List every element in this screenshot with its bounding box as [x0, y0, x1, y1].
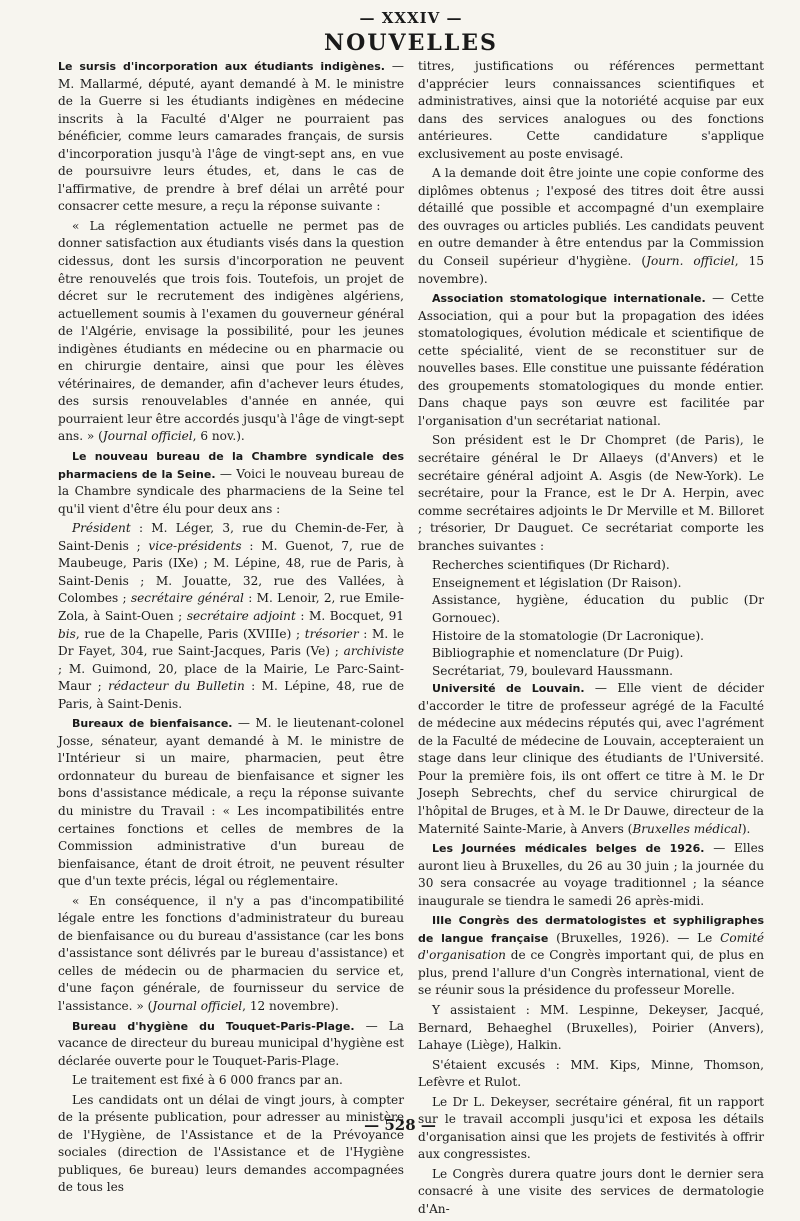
article-paragraph	[418, 165, 764, 288]
article-journees-belges	[418, 840, 764, 910]
article-touquet	[58, 1018, 404, 1071]
article-paragraph: S'étaient excusés : MM. Kips, Minne, Thomson, Lefèvre et Rulot.	[418, 1057, 764, 1090]
role-label: secrétaire adjoint	[186, 608, 296, 623]
paragraph-text: A la demande doit être jointe une copie conforme des diplômes obtenus ; l'exposé des titres doit être aussi détaillé que possible et accompagné d'un exemplaire des ouvrages ou articles publiés. Les candidats peuvent en outre demander à être entendus par la Commission du Conseil supérieur d'hygiène. (	[418, 166, 764, 269]
article-heading: Université de Louvain.	[432, 682, 585, 696]
article-heading: Les Journées médicales belges de 1926.	[432, 842, 705, 856]
article-chambre-syndicale	[58, 448, 404, 518]
paragraph-text: ).	[741, 821, 751, 836]
role-label: trésorier	[304, 626, 359, 641]
article-text: — Cette Association, qui a pour but la propagation des idées stomatologiques, évolution médicale et scientifique de cette spécialité, vient de se reconstituer sur de nouvelles bases. Elle constitue une puissante fédération des groupements stomatologiques du monde entier. Dans chaque pays son œuvre est facilitée par l'organisation d'un secrétariat national.	[418, 291, 764, 428]
role-label: rédacteur du Bulletin	[108, 679, 245, 694]
paragraph-text: , 12 novembre).	[242, 998, 339, 1013]
article-paragraph: titres, justifications ou références permettant d'apprécier leurs connaissances scientifiques et administratives, ainsi que la notoriété acquise par eux dans des services analogues ou des fonctions antérieures. Cette candidature s'applique exclusivement au poste envisagé.	[418, 59, 764, 161]
paragraph-text: : M. Léger, 3, rue du Chemin-de-Fer, à Saint-Denis ;	[58, 521, 404, 553]
article-text: — M. le lieutenant-colonel Josse, sénateur, ayant demandé à M. le ministre de l'Intérieur si un maire, pharmacien, peut être ordonnateur du bureau de bienfaisance et signer les bons d'assistance médicale, a reçu la réponse suivante du ministre du Travail : « Les incompatibilités entre certaines fonctions et celles de membres de la Commission administrative d'un bureau de bienfaisance, étant de droit étroit, ne peuvent résulter que d'un texte précis, légal ou réglementaire.	[58, 716, 404, 889]
article-heading: Le nouveau bureau de la Chambre syndicale des pharmaciens de la Seine.	[58, 450, 404, 481]
article-text: — Elles auront lieu à Bruxelles, du 26 au 30 juin ; la journée du 30 sera consacrée au voyage traditionnel ; la séance inaugurale se tiendra le samedi 26 après-midi.	[418, 841, 764, 908]
article-paragraph	[58, 218, 404, 446]
article-paragraph	[58, 893, 404, 1016]
source-citation: Journ. officiel	[646, 254, 735, 269]
paragraph-text: de ce Congrès important qui, de plus en plus, prend l'allure d'un Congrès international, vient de se réunir sous la présidence du professeur Morelle.	[418, 948, 764, 998]
text-columns	[58, 58, 764, 1221]
article-paragraph: Y assistaient : MM. Lespinne, Dekeyser, Jacqué, Bernard, Behaeghel (Bruxelles), Poirier (Anvers), Lahaye (Liège), Halkin.	[418, 1002, 764, 1053]
role-label: archiviste	[343, 644, 404, 659]
article-text: — Voici le nouveau bureau de la Chambre syndicale des pharmaciens de la Seine tel qu'il vient d'être élu pour deux ans :	[58, 466, 404, 516]
source-citation: Bruxelles médical	[632, 821, 742, 836]
paragraph-text: , 6 nov.).	[192, 429, 245, 444]
list-item: Secrétariat, 79, boulevard Haussmann.	[432, 663, 674, 678]
article-heading: Association stomatologique internationale.	[432, 292, 706, 306]
article-sursis	[58, 58, 404, 216]
paragraph-text: : M. Lépine, 48, rue de Paris, à Saint-Denis.	[58, 679, 404, 711]
page-number: — 528 —	[364, 1116, 436, 1134]
article-congres-dermatologie	[418, 912, 764, 1000]
paragraph-text: : M. le Dr Fayet, 304, rue Saint-Jacques, Paris (Ve) ;	[58, 626, 404, 659]
left-column	[58, 58, 404, 1221]
article-paragraph: Son président est le Dr Chompret (de Paris), le secrétaire général le Dr Allaeys (d'Anvers) et le secrétaire général adjoint A. Asgis (de New-York). Le secrétaire, pour la France, est le Dr A. Herpin, avec comme secrétaires adjoints le Dr Merville et M. Billoret ; trésorier, Dr Dauguet. Ce secrétariat comporte les branches suivantes :	[418, 433, 764, 553]
article-paragraph: Le Dr L. Dekeyser, secrétaire général, fit un rapport sur le travail accompli jusqu'ici et exposa les détails d'organisation ainsi que les projets de festivités à offrir aux congressistes.	[418, 1094, 764, 1162]
list-item: Histoire de la stomatologie (Dr Lacronique).	[432, 628, 705, 643]
article-heading: IIIe Congrès des dermatologistes et syphiligraphes de langue française	[418, 914, 764, 945]
article-heading: Le sursis d'incorporation aux étudiants indigènes.	[58, 60, 385, 73]
paragraph-text: , rue de la Chapelle, Paris (XVIIIe) ;	[75, 626, 305, 641]
article-paragraph: Le Congrès durera quatre jours dont le dernier sera consacré à une visite des services de dermatologie d'An-	[418, 1166, 764, 1216]
page-roman-number: — XXXIV —	[359, 9, 463, 27]
list-item: Assistance, hygiène, éducation du public (Dr Gornouec).	[432, 593, 764, 625]
article-paragraph: Les candidats ont un délai de vingt jours, à compter de la présente publication, pour adresser au ministère de l'Hygiène, de l'Assistance et de la Prévoyance sociales (direction de l'Assistance et de l'Hygiène publiques, 6e bureau) leurs demandes accompagnées de tous les	[58, 1092, 404, 1195]
paragraph-text: ; M. Guimond, 20, place de la Mairie, Le Parc-Saint-Maur ;	[58, 661, 404, 694]
role-label: secrétaire général	[130, 591, 244, 606]
paragraph-text: « La réglementation actuelle ne permet pas de donner satisfaction aux étudiants visés dans la question cidessus, dont les sursis d'incorporation ne peuvent être renouvelés que trois fois. Toutefois, un projet de décret sur le recrutement des indigènes algériens, actuellement soumis à l'examen du gouverneur général de l'Algérie, envisage la possibilité, pour les jeunes indigènes étudiants en médecine ou en pharmacie ou en chirurgie dentaire, ainsi que pour les élèves vétérinaires, de demander, afin d'achever leurs études, des sursis renouvelables d'année en année, qui pourraient leur être accordés jusqu'à l'âge de vingt-sept ans. » (	[58, 218, 404, 444]
paragraph-text: , 15 novembre).	[418, 254, 765, 286]
source-citation: Journal officiel	[152, 998, 243, 1013]
paragraph-text: : M. Lenoir, 2, rue Emile-Zola, à Saint-Ouen ;	[58, 591, 404, 623]
article-heading: Bureaux de bienfaisance.	[72, 717, 233, 731]
right-column	[418, 58, 764, 1221]
article-text: — M. Mallarmé, député, ayant demandé à M. le ministre de la Guerre si les étudiants indigènes en médecine inscrits à la Faculté d'Alger ne pourraient pas bénéficier, comme leurs camarades français, de sursis d'incorporation jusqu'à l'âge de vingt-sept ans, en vue de poursuivre leurs études, et, dans le cas de l'affirmative, de prendre à bref délai un arrêté pour consacrer cette mesure, a reçu la réponse suivante :	[58, 59, 404, 214]
source-citation: Journal officiel	[102, 429, 193, 444]
italic-term: Comité d'organisation	[418, 930, 764, 963]
article-text: — Elle vient de décider d'accorder le titre de professeur agrégé de la Faculté de médecine aux médecins réputés qui, avec l'agrément de la Faculté de médecine de Louvain, accepteraient un stage dans leur clinique des étudiants de l'Université. Pour la première fois, ils ont offert ce titre à M. le Dr Joseph Sebrechts, chef du service chirurgical de l'hôpital de Bruges, et à M. le Dr Dauwe, directeur de la Maternité Sainte-Marie, à Anvers (	[418, 681, 764, 836]
list-item: Bibliographie et nomenclature (Dr Puig).	[432, 646, 684, 661]
article-text: — La vacance de directeur du bureau municipal d'hygiène est déclarée ouverte pour le Touquet-Paris-Plage.	[58, 1018, 404, 1068]
address-suffix: bis	[58, 626, 76, 641]
paragraph-text: « En conséquence, il n'y a pas d'incompatibilité légale entre les fonctions d'administrateur du bureau de bienfaisance ou du bureau d'assistance (car les bons d'assistance sont délivrés par le bureau d'assistance) et celles de médecin ou de pharmacien du service et, d'une façon générale, de fournisseur du service de l'assistance. » (	[58, 893, 404, 1013]
role-label: vice-présidents	[148, 538, 242, 553]
article-heading: Bureau d'hygiène du Touquet-Paris-Plage.	[72, 1019, 355, 1033]
paragraph-text: : M. Guenot, 7, rue de Maubeuge, Paris (IXe) ; M. Lépine, 48, rue de Paris, à Saint-Denis ; M. Jouatte, 32, rue des Vallées, à Colombes ;	[58, 538, 405, 606]
list-item: Enseignement et législation (Dr Raison).	[432, 575, 682, 590]
article-bienfaisance	[58, 715, 404, 890]
article-stomatologique	[418, 290, 764, 430]
bureau-list	[58, 520, 404, 713]
article-louvain	[418, 680, 764, 838]
paragraph-text: : M. Bocquet, 91	[295, 608, 404, 623]
role-label: Président	[72, 521, 131, 536]
paragraph-text: (Bruxelles, 1926). — Le	[548, 930, 721, 945]
list-item: Recherches scientifiques (Dr Richard).	[432, 558, 670, 573]
section-title: NOUVELLES	[324, 30, 498, 56]
article-paragraph: Le traitement est fixé à 6 000 francs par an.	[72, 1073, 343, 1088]
